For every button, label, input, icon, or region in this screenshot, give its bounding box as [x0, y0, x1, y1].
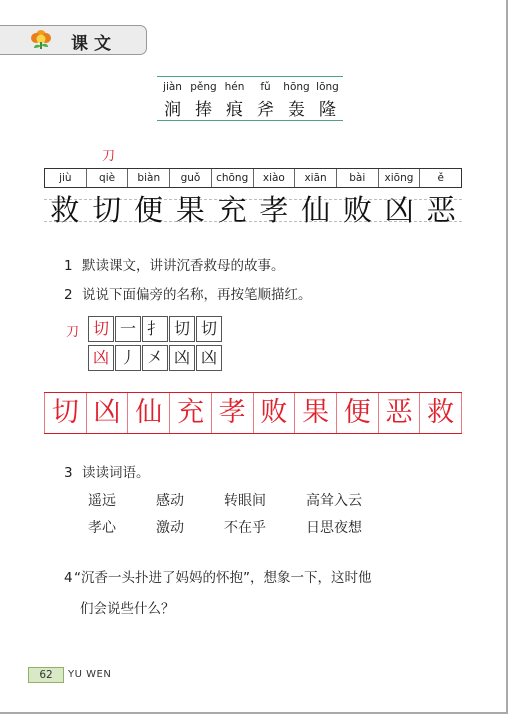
- pinyin-cell: jiù: [45, 169, 87, 187]
- new-words-pinyin-row: [157, 81, 343, 93]
- char-cell: 救: [50, 193, 80, 227]
- pinyin-row: [44, 168, 462, 188]
- char-row: [44, 188, 462, 232]
- item-text: 说说下面偏旁的名称，再按笔顺描红。: [82, 287, 312, 303]
- exercise-item-continued: [80, 597, 175, 617]
- lesson-title: 课文: [71, 34, 117, 54]
- char-cell: 败: [342, 193, 372, 227]
- item-text: 们会说些什么？: [80, 601, 175, 617]
- tracing-char: 凶: [87, 393, 129, 433]
- stroke-cell: 切: [169, 316, 195, 342]
- pinyin-cell: guǒ: [170, 169, 212, 187]
- tracing-char: 孝: [212, 393, 254, 433]
- stroke-radical-label: 刀: [66, 325, 80, 340]
- vocab-word: 激动: [156, 520, 184, 536]
- stroke-cell: 丿: [115, 345, 141, 371]
- stroke-cell: 切: [88, 316, 114, 342]
- stroke-cell: 切: [196, 316, 222, 342]
- new-word-pinyin: jiàn: [163, 81, 182, 93]
- word-list-row: [88, 517, 396, 537]
- stroke-cell: 凶: [196, 345, 222, 371]
- tracing-char: 救: [420, 393, 462, 433]
- exercise-item: [64, 283, 312, 303]
- item-number: 2: [64, 287, 73, 303]
- new-words-char-row: [157, 95, 343, 120]
- new-word-pinyin: lōng: [316, 81, 339, 93]
- radical-hint: 刀: [102, 149, 116, 164]
- stroke-cell: 扌: [142, 316, 168, 342]
- char-cell: 仙: [301, 193, 331, 227]
- char-cell: 孝: [259, 193, 289, 227]
- flower-icon: [30, 28, 52, 50]
- tracing-char: 切: [44, 393, 87, 433]
- char-cell: 恶: [426, 193, 456, 227]
- tracing-char: 果: [295, 393, 337, 433]
- new-word-pinyin: hōng: [283, 81, 310, 93]
- item-text: 读读词语。: [82, 465, 150, 481]
- new-word-char: 涧: [164, 100, 181, 120]
- pinyin-cell: xiān: [295, 169, 337, 187]
- exercise-item: [64, 254, 285, 274]
- stroke-order-grid: [88, 316, 222, 372]
- exercise-item: [64, 461, 150, 481]
- character-table: [44, 168, 462, 232]
- item-number: 4: [64, 570, 73, 586]
- item-text: 默读课文，讲讲沉香救母的故事。: [82, 258, 285, 274]
- page-number: 62: [28, 667, 64, 683]
- pinyin-cell: biàn: [128, 169, 170, 187]
- pinyin-cell: xiōng: [379, 169, 421, 187]
- item-number: 3: [64, 465, 73, 481]
- vocab-word: 高耸入云: [306, 493, 362, 509]
- char-cell: 便: [133, 193, 163, 227]
- vocab-word: 遥远: [88, 493, 116, 509]
- new-word-pinyin: fǔ: [260, 81, 271, 93]
- stroke-cell: 一: [115, 316, 141, 342]
- new-word-char: 隆: [319, 100, 336, 120]
- vocab-word: 孝心: [88, 520, 116, 536]
- pinyin-cell: qiè: [87, 169, 129, 187]
- char-cell: 果: [175, 193, 205, 227]
- new-word-char: 轰: [288, 100, 305, 120]
- new-word-char: 斧: [257, 100, 274, 120]
- stroke-cell: 凶: [169, 345, 195, 371]
- char-cell: 充: [217, 193, 247, 227]
- pinyin-cell: ě: [437, 172, 444, 184]
- new-word-char: 捧: [195, 100, 212, 120]
- char-cell: 凶: [384, 193, 414, 227]
- char-cell: 切: [92, 193, 122, 227]
- exercise-item: [64, 566, 372, 586]
- item-text: “沉香一头扑进了妈妈的怀抱”，想象一下，这时他: [74, 570, 372, 586]
- footer-subject-label: YU WEN: [68, 669, 112, 680]
- tracing-row: [44, 392, 462, 434]
- stroke-cell: 凶: [88, 345, 114, 371]
- tracing-char: 充: [170, 393, 212, 433]
- vocab-word: 转眼间: [224, 493, 266, 509]
- stroke-cell: 㐅: [142, 345, 168, 371]
- item-number: 1: [64, 258, 73, 274]
- pinyin-cell: bài: [337, 169, 379, 187]
- vocab-word: 感动: [156, 493, 184, 509]
- pinyin-cell: chōng: [212, 169, 254, 187]
- new-word-pinyin: pěng: [190, 81, 217, 93]
- word-list-row: [88, 490, 396, 510]
- new-word-pinyin: hén: [224, 81, 245, 93]
- vocab-word: 日思夜想: [306, 520, 362, 536]
- tracing-char: 仙: [128, 393, 170, 433]
- new-words-box: [157, 76, 343, 121]
- vocab-word: 不在乎: [224, 520, 266, 536]
- tracing-char: 恶: [379, 393, 421, 433]
- new-word-char: 痕: [226, 100, 243, 120]
- tracing-char: 败: [254, 393, 296, 433]
- pinyin-cell: xiào: [254, 169, 296, 187]
- tracing-char: 便: [337, 393, 379, 433]
